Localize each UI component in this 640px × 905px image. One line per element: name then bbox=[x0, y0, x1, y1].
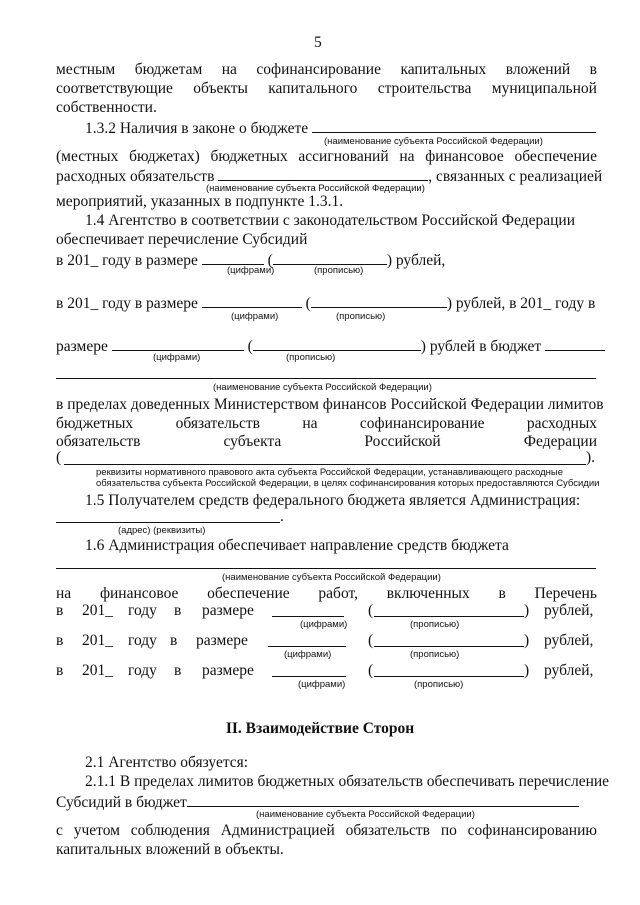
clause-2-1: 2.1 Агентство обязуется: bbox=[85, 754, 249, 771]
word: ассигнований bbox=[298, 148, 389, 165]
paragraph-line bbox=[56, 433, 597, 451]
word: Федерации bbox=[523, 433, 597, 450]
word: капитальных bbox=[400, 61, 487, 78]
caption-words: (прописью) bbox=[314, 265, 364, 276]
word: обязательств bbox=[56, 433, 141, 450]
word: муниципальной bbox=[491, 80, 597, 97]
paren-open: ( bbox=[56, 449, 62, 466]
clause-1-4: 1.4 Агентство в соответствии с законодательством Российской Федерации bbox=[85, 212, 576, 229]
text: в 201_ году в размере bbox=[56, 252, 198, 269]
caption-words: (прописью) bbox=[286, 352, 336, 363]
word: объекты bbox=[193, 80, 248, 97]
word: в bbox=[56, 632, 64, 649]
text: ( bbox=[247, 338, 253, 355]
word: субъекта bbox=[223, 433, 282, 450]
word: 201_ bbox=[82, 602, 113, 619]
word: в bbox=[170, 632, 178, 649]
paragraph-line bbox=[56, 61, 597, 79]
amount-words-field[interactable] bbox=[374, 632, 524, 647]
field-caption: (наименование субъекта Российской Федерации) bbox=[213, 382, 432, 393]
word: софинансирование bbox=[256, 61, 381, 78]
paragraph-line: в пределах доведенных Министерством финансов Российской Федерации лимитов bbox=[56, 396, 604, 413]
text: рублей, bbox=[544, 602, 594, 619]
field-caption: (наименование субъекта Российской Федерации) bbox=[256, 809, 475, 820]
word: обязательств bbox=[175, 415, 260, 432]
paragraph-line: мероприятий, указанных в подпункте 1.3.1. bbox=[56, 193, 344, 210]
fill-line[interactable] bbox=[56, 522, 280, 523]
amount-digits-field[interactable] bbox=[272, 662, 346, 677]
caption-words: (прописью) bbox=[410, 619, 460, 630]
word: в bbox=[174, 662, 182, 679]
text: ( bbox=[305, 295, 311, 312]
word: с bbox=[56, 822, 63, 839]
word: бюджетах) bbox=[129, 148, 200, 165]
paragraph-line: обеспечивает перечисление Субсидий bbox=[56, 231, 308, 248]
word: по bbox=[440, 822, 457, 839]
amount-digits-field[interactable] bbox=[202, 293, 302, 308]
word: финансовое bbox=[425, 148, 504, 165]
field-caption: обязательства субъекта Российской Федерации, в целях софинансирования которых предоставляются Субсидии bbox=[96, 478, 600, 489]
period: . bbox=[280, 508, 284, 525]
clause-1-6: 1.6 Администрация обеспечивает направление средств бюджета bbox=[85, 537, 509, 554]
caption-digits: (цифрами) bbox=[227, 265, 275, 276]
fill-field[interactable] bbox=[312, 118, 596, 133]
word: капитального bbox=[268, 80, 358, 97]
amount-words-field[interactable] bbox=[273, 250, 387, 265]
caption-words: (прописью) bbox=[414, 679, 464, 690]
section-heading: II. Взаимодействие Сторон bbox=[225, 720, 415, 737]
field-caption: (адрес) (реквизиты) bbox=[118, 525, 206, 536]
word: бюджетных bbox=[56, 415, 134, 432]
amount-digits-field[interactable] bbox=[202, 250, 264, 265]
amount-row bbox=[56, 602, 597, 620]
text: ( bbox=[267, 252, 273, 269]
word: местным bbox=[56, 61, 116, 78]
text: ( bbox=[368, 602, 374, 619]
fill-line[interactable] bbox=[56, 378, 596, 379]
word: учетом bbox=[73, 822, 120, 839]
text: ) bbox=[524, 632, 530, 649]
text: размере bbox=[56, 338, 108, 355]
text: ) bbox=[524, 662, 530, 679]
budget-field[interactable] bbox=[187, 792, 579, 807]
word: софинансирование bbox=[359, 415, 485, 432]
word: работ, bbox=[318, 585, 358, 602]
clause-1-3-2 bbox=[85, 118, 596, 138]
word: на bbox=[221, 61, 237, 78]
word: в bbox=[174, 602, 182, 619]
word: включенных bbox=[386, 585, 470, 602]
word: году bbox=[128, 602, 157, 619]
word: на bbox=[56, 585, 72, 602]
word: размере bbox=[196, 632, 248, 649]
word: обеспечение bbox=[207, 585, 290, 602]
caption-digits: (цифрами) bbox=[153, 352, 201, 363]
fill-field[interactable] bbox=[218, 166, 428, 181]
paren-close: ). bbox=[586, 449, 596, 466]
text: ( bbox=[368, 662, 374, 679]
word: Российской bbox=[364, 433, 441, 450]
text: расходных обязательств bbox=[56, 168, 215, 185]
amount-digits-field[interactable] bbox=[268, 632, 346, 647]
text: рублей, bbox=[544, 662, 594, 679]
text: , связанных с реализацией bbox=[428, 168, 603, 185]
word: году bbox=[128, 662, 157, 679]
text: ( bbox=[368, 632, 374, 649]
word: размере bbox=[202, 662, 254, 679]
word: финансовое bbox=[99, 585, 179, 602]
field-caption: (наименование субъекта Российской Федерации) bbox=[206, 183, 425, 194]
caption-words: (прописью) bbox=[336, 311, 386, 322]
fill-line[interactable] bbox=[64, 464, 586, 465]
word: году bbox=[128, 632, 157, 649]
paragraph-line bbox=[56, 585, 597, 603]
word: софинансированию bbox=[467, 822, 597, 839]
word: 201_ bbox=[82, 662, 113, 679]
amount-row bbox=[56, 293, 595, 313]
amount-digits-field[interactable] bbox=[272, 602, 344, 617]
caption-digits: (цифрами) bbox=[298, 679, 346, 690]
word: строительства bbox=[377, 80, 472, 97]
field-caption: реквизиты нормативного правового акта субъекта Российской Федерации, устанавливающего расходные bbox=[96, 467, 563, 478]
caption-words: (прописью) bbox=[410, 649, 460, 660]
paragraph-line bbox=[56, 148, 597, 166]
page-number: 5 bbox=[314, 34, 322, 51]
text: ) рублей, bbox=[386, 252, 446, 269]
clause-2-1-1: 2.1.1 В пределах лимитов бюджетных обязательств обеспечивать перечисление bbox=[85, 773, 610, 790]
word: на bbox=[399, 148, 415, 165]
word: в bbox=[56, 662, 64, 679]
amount-words-field[interactable] bbox=[253, 336, 421, 351]
caption-digits: (цифрами) bbox=[231, 311, 279, 322]
word: расходных bbox=[526, 415, 597, 432]
word: в bbox=[56, 602, 64, 619]
clause-1-5: 1.5 Получателем средств федерального бюджета является Администрация: bbox=[85, 492, 581, 509]
word: обеспечение bbox=[514, 148, 597, 165]
word: соответствующие bbox=[56, 80, 173, 97]
amount-row bbox=[56, 662, 597, 680]
text: ) рублей, в 201_ году в bbox=[446, 295, 596, 312]
word: бюджетных bbox=[210, 148, 288, 165]
word: Администрацией bbox=[220, 822, 335, 839]
text: рублей, bbox=[544, 632, 594, 649]
text: Субсидий в бюджет bbox=[56, 794, 187, 811]
caption-digits: (цифрами) bbox=[284, 649, 332, 660]
amount-words-field[interactable] bbox=[374, 602, 524, 617]
paragraph-line: собственности. bbox=[56, 99, 157, 116]
text: ) bbox=[524, 602, 530, 619]
amount-row bbox=[56, 632, 597, 650]
word: на bbox=[302, 415, 318, 432]
clause-text: 1.3.2 Наличия в законе о бюджете bbox=[85, 120, 309, 137]
word: соблюдения bbox=[130, 822, 210, 839]
budget-field[interactable] bbox=[545, 336, 605, 351]
caption-digits: (цифрами) bbox=[300, 619, 348, 630]
paragraph-line: капитальных вложений в объекты. bbox=[56, 841, 284, 858]
word: размере bbox=[202, 602, 254, 619]
text: ) рублей в бюджет bbox=[420, 338, 542, 355]
word: 201_ bbox=[82, 632, 113, 649]
amount-words-field[interactable] bbox=[311, 293, 447, 308]
word: вложений bbox=[505, 61, 571, 78]
word: в bbox=[589, 61, 597, 78]
field-caption: (наименование субъекта Российской Федерации) bbox=[222, 572, 441, 583]
word: в bbox=[498, 585, 506, 602]
word: (местных bbox=[56, 148, 119, 165]
fill-line[interactable] bbox=[56, 568, 596, 569]
amount-digits-field[interactable] bbox=[112, 336, 244, 351]
paragraph-line bbox=[56, 415, 597, 433]
amount-words-field[interactable] bbox=[374, 662, 524, 677]
field-caption: (наименование субъекта Российской Федерации) bbox=[324, 136, 543, 147]
word: бюджетам bbox=[134, 61, 203, 78]
paragraph-line bbox=[56, 80, 597, 98]
text: в 201_ году в размере bbox=[56, 295, 198, 312]
paragraph-line bbox=[56, 822, 597, 840]
word: обязательств bbox=[345, 822, 430, 839]
word: Перечень bbox=[534, 585, 597, 602]
